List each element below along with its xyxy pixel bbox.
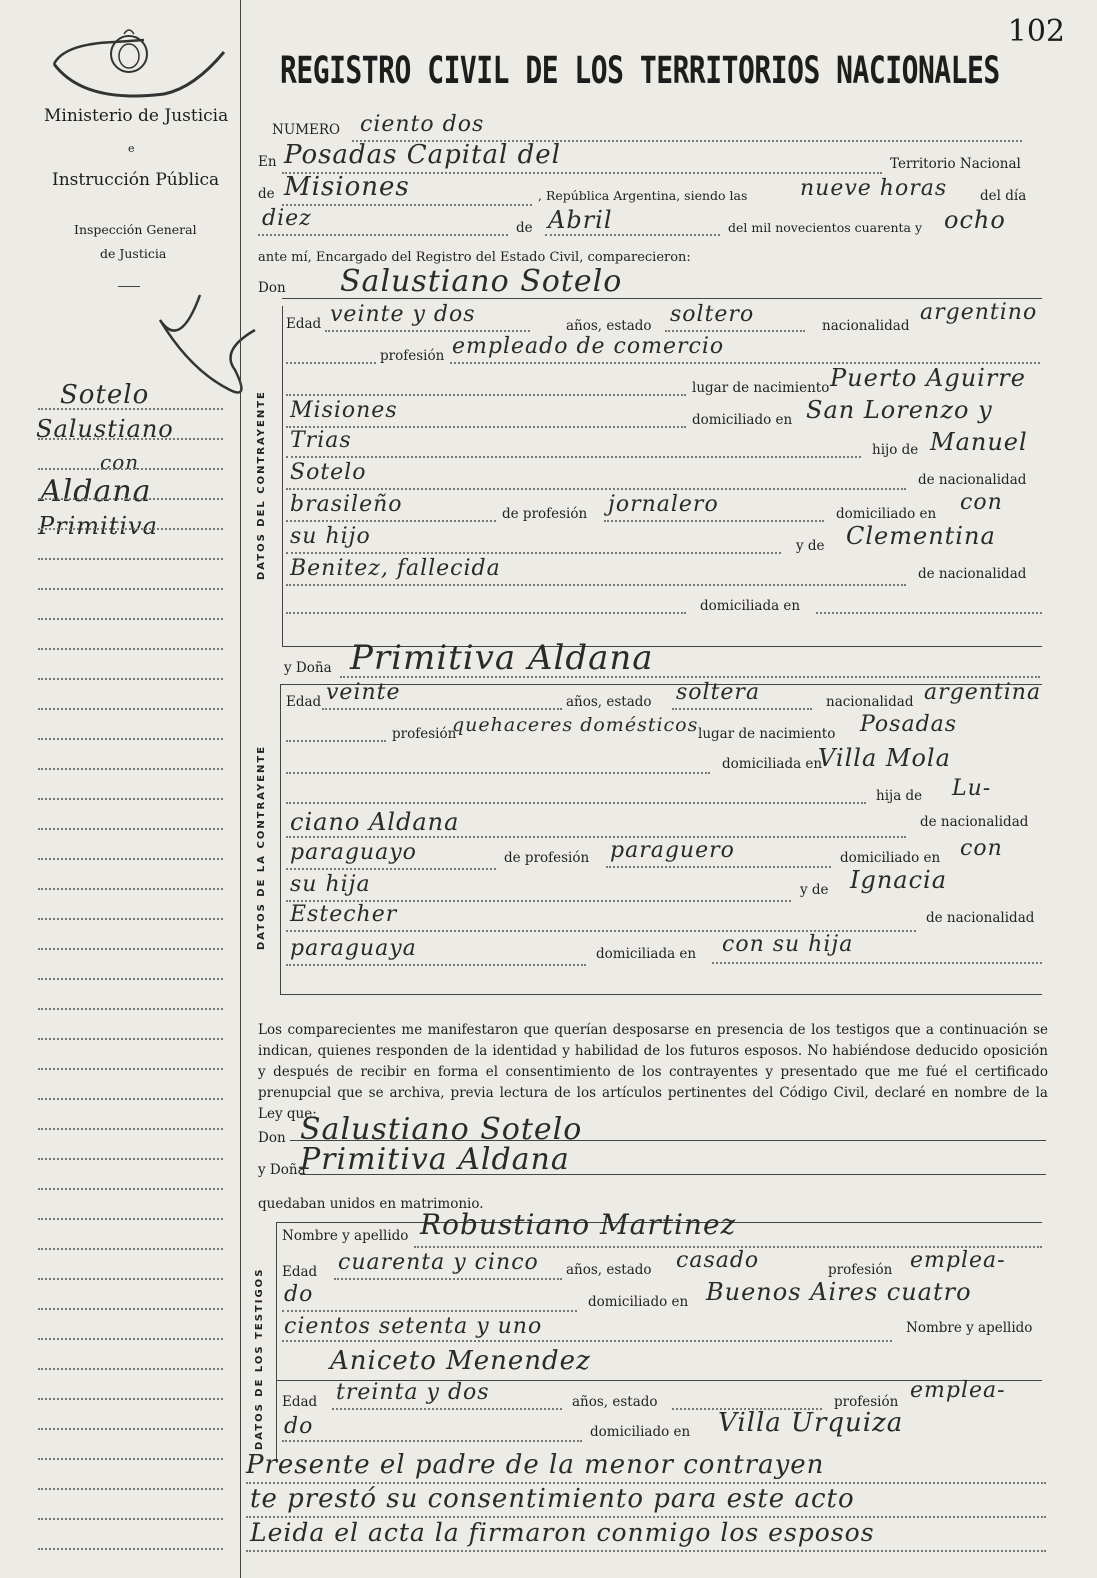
bride-nac-label: nacionalidad <box>826 694 914 710</box>
groom-edad-dots <box>325 330 530 332</box>
witness-section-label: DATOS DE LOS TESTIGOS <box>254 1267 265 1450</box>
bride-edad-label: Edad <box>286 694 322 710</box>
inspection-line-1: Inspección General <box>74 222 197 237</box>
w1-prof-label: profesión <box>828 1262 893 1278</box>
ministry-line-3: Instrucción Pública <box>52 170 220 190</box>
groom-father-dom-2: su hijo <box>290 524 371 549</box>
groom-mother-dom-dots <box>816 612 1042 614</box>
ante-label: ante mí, Encargado del Registro del Estado Civil, comparecieron: <box>258 250 691 265</box>
groom-dom-label: domiciliado en <box>692 412 793 428</box>
margin-ruled-line <box>38 438 223 440</box>
groom-lugar-2: Misiones <box>290 398 398 423</box>
margin-ruled-line <box>38 1008 223 1010</box>
margin-ruled-line <box>38 918 223 920</box>
note-line-2: te prestó su consentimiento para este acto <box>250 1484 855 1514</box>
note-line-3: Leida el acta la firmaron conmigo los esposos <box>250 1518 875 1547</box>
w2-dom: Villa Urquiza <box>718 1408 904 1438</box>
margin-ruled-line <box>38 738 223 740</box>
en-label: En <box>258 154 277 170</box>
margin-ruled-line <box>38 528 223 530</box>
margin-ruled-line <box>38 1548 223 1550</box>
margin-ruled-line <box>38 948 223 950</box>
margin-line-5: Primitiva <box>38 512 158 540</box>
bride-name: Primitiva Aldana <box>350 638 654 678</box>
bride-edad-dots <box>322 708 562 710</box>
w2-edad: treinta y dos <box>336 1380 490 1405</box>
bride-lugar-label: lugar de nacimiento <box>698 726 836 742</box>
don-label: Don <box>258 280 286 296</box>
bride-father-1: Lu- <box>952 776 992 801</box>
bride-y-de-label: y de <box>800 882 829 898</box>
day-value: diez <box>262 206 312 231</box>
quedaban-text: quedaban unidos en matrimonio. <box>258 1196 484 1212</box>
w1-estado: casado <box>676 1248 760 1273</box>
territory-value: Misiones <box>284 172 410 202</box>
bride-profesion: quehaceres domésticos <box>452 714 699 736</box>
margin-ruled-line <box>38 408 223 410</box>
w2-dom-label: domiciliado en <box>590 1424 691 1440</box>
w1-dom2-dots <box>282 1340 892 1342</box>
bride-father-nac-label: de nacionalidad <box>920 814 1029 830</box>
w2-name: Aniceto Menendez <box>330 1346 591 1376</box>
groom-mother-1: Clementina <box>846 522 996 550</box>
bride-father-dom-2: su hija <box>290 872 371 897</box>
bride-section-label: DATOS DE LA CONTRAYENTE <box>256 744 267 950</box>
groom-edad: veinte y dos <box>330 302 476 327</box>
margin-line-4: Aldana <box>40 474 152 509</box>
margin-ruled-line <box>38 1188 223 1190</box>
groom-father-profesion: jornalero <box>608 492 719 517</box>
bride-father-dom-label: domiciliado en <box>840 850 941 866</box>
margin-ruled-line <box>38 888 223 890</box>
bride-father-2: ciano Aldana <box>290 808 460 836</box>
bride-mother-nac-dots <box>286 964 586 966</box>
bride-mother-1: Ignacia <box>850 866 948 894</box>
groom-mother-2: Benitez, fallecida <box>290 556 501 581</box>
bride-mother-dom: con su hija <box>722 932 854 957</box>
decl-don-label: Don <box>258 1130 286 1146</box>
bride-prof-left-dots <box>286 740 386 742</box>
witness-bracket <box>276 1222 277 1462</box>
margin-ruled-line <box>38 1488 223 1490</box>
de-label: de <box>258 186 275 202</box>
month-value: Abril <box>548 206 613 234</box>
groom-mother-nac-label: de nacionalidad <box>918 566 1027 582</box>
groom-edad-label: Edad <box>286 316 322 332</box>
w1-prof2-dots <box>282 1310 577 1312</box>
margin-ruled-line <box>38 1338 223 1340</box>
bride-dom-label: domiciliada en <box>722 756 823 772</box>
groom-lugar-label: lugar de nacimiento <box>692 380 830 396</box>
groom-name: Salustiano Sotelo <box>340 264 623 299</box>
bride-bracket <box>280 684 281 994</box>
groom-father-nacionalidad: brasileño <box>290 492 403 517</box>
groom-lugar-dots-left <box>286 394 686 396</box>
margin-ruled-line <box>38 1368 223 1370</box>
bride-lugar: Posadas <box>860 712 958 737</box>
w1-nombre-label: Nombre y apellido <box>282 1228 409 1244</box>
bride-mother-dom-dots <box>712 962 1042 964</box>
bride-father-nacionalidad: paraguayo <box>290 840 417 865</box>
column-divider <box>240 0 241 1578</box>
don-underline <box>282 298 1042 299</box>
groom-bracket <box>282 306 283 646</box>
groom-father-nac-label: de nacionalidad <box>918 472 1027 488</box>
w1-estado-label: años, estado <box>566 1262 652 1278</box>
bride-father-prof-label: de profesión <box>504 850 590 866</box>
margin-ruled-line <box>38 1518 223 1520</box>
w2-prof2-dots <box>282 1440 582 1442</box>
numero-label: NUMERO <box>272 122 341 138</box>
bride-domicilio: Villa Mola <box>818 744 951 772</box>
w1-name: Robustiano Martinez <box>420 1208 737 1241</box>
margin-ruled-line <box>38 588 223 590</box>
groom-father2-dots <box>286 488 906 490</box>
margin-ruled-line <box>38 1218 223 1220</box>
coat-of-arms-seal-icon <box>44 24 229 114</box>
groom-prof-label: profesión <box>380 348 445 364</box>
signature-flourish <box>140 290 260 410</box>
groom-estado-label: años, estado <box>566 318 652 334</box>
groom-mother-dom-left-dots <box>286 612 686 614</box>
margin-ruled-line <box>38 1308 223 1310</box>
margin-ruled-line <box>38 498 223 500</box>
groom-father-dom2-dots <box>286 552 781 554</box>
groom-hijo-label: hijo de <box>872 442 919 458</box>
numero-value: ciento dos <box>360 112 485 137</box>
groom-nacionalidad: argentino <box>920 300 1038 325</box>
groom-prof-dots-left <box>286 362 376 364</box>
bride-name-dots <box>340 676 1040 678</box>
groom-y-de-label: y de <box>796 538 825 554</box>
margin-ruled-line <box>38 708 223 710</box>
margin-ruled-line <box>38 678 223 680</box>
margin-ruled-line <box>38 1278 223 1280</box>
bride-dom-left-dots <box>286 772 710 774</box>
groom-father-nac-dots <box>286 520 496 522</box>
margin-ruled-line <box>38 558 223 560</box>
groom-estado: soltero <box>670 302 755 327</box>
margin-line-1: Sotelo <box>60 380 150 410</box>
bride-father-profesion: paraguero <box>610 838 735 863</box>
bride-estado-label: años, estado <box>566 694 652 710</box>
bride-prof-label: profesión <box>392 726 457 742</box>
groom-dom-1: San Lorenzo y <box>806 396 993 424</box>
w1-dom-label: domiciliado en <box>588 1294 689 1310</box>
margin-ruled-line <box>38 618 223 620</box>
year-label: del mil novecientos cuarenta y <box>728 220 923 235</box>
margin-ruled-line <box>38 798 223 800</box>
decl-dona-name: Primitiva Aldana <box>300 1142 570 1177</box>
margin-ruled-line <box>38 1068 223 1070</box>
groom-lugar-1: Puerto Aguirre <box>830 364 1026 392</box>
w1-dom-2: cientos setenta y uno <box>284 1314 543 1339</box>
bride-mother-2: Estecher <box>290 902 398 927</box>
territory-dots <box>282 204 532 206</box>
groom-father-1: Manuel <box>930 428 1028 456</box>
margin-ruled-line <box>38 768 223 770</box>
groom-mother2-dots <box>286 584 906 586</box>
margin-ruled-line <box>38 648 223 650</box>
decl-don-rule <box>290 1140 1046 1141</box>
bride-edad: veinte <box>326 680 401 705</box>
de-month-label: de <box>516 220 533 236</box>
month-dots <box>545 234 720 236</box>
w2-edad-dots <box>332 1408 562 1410</box>
groom-father-dom-label: domiciliado en <box>836 506 937 522</box>
day-dots <box>258 234 508 236</box>
w2-edad-label: Edad <box>282 1394 318 1410</box>
groom-dom2-dots <box>286 456 861 458</box>
dona-label: y Doña <box>284 660 332 676</box>
del-dia-label: del día <box>980 188 1027 204</box>
groom-profesion: empleado de comercio <box>452 334 725 359</box>
inspection-line-2: de Justicia <box>100 246 167 261</box>
margin-ruled-line <box>38 1098 223 1100</box>
groom-dom-2: Trias <box>290 428 352 453</box>
margin-ruled-line <box>38 1398 223 1400</box>
hour-value: nueve horas <box>800 176 948 201</box>
margin-ruled-line <box>38 858 223 860</box>
bride-mother-nac-label: de nacionalidad <box>926 910 1035 926</box>
bride-father-nac-dots <box>286 868 496 870</box>
w1-edad: cuarenta y cinco <box>338 1250 539 1275</box>
w2-prof-2: do <box>284 1414 314 1439</box>
page-number: 102 <box>1007 14 1065 49</box>
groom-father-prof-label: de profesión <box>502 506 588 522</box>
registry-title: REGISTRO CIVIL DE LOS TERRITORIOS NACIONALES <box>280 48 1000 93</box>
bride-mother-dom-label: domiciliada en <box>596 946 697 962</box>
w2-prof-1: emplea- <box>910 1378 1006 1403</box>
w2-estado-label: años, estado <box>572 1394 658 1410</box>
groom-father-2: Sotelo <box>290 460 367 485</box>
margin-ruled-line <box>38 1248 223 1250</box>
bride-bottom-rule <box>280 994 1042 995</box>
decl-dona-label: y Doña <box>258 1162 306 1178</box>
margin-ruled-line <box>38 978 223 980</box>
margin-ruled-line <box>38 1038 223 1040</box>
declaration-text: Los comparecientes me manifestaron que querían desposarse en presencia de los testigos que a continuación se indican, quienes responden de la identidad y habilidad de los futuros esposos. No habiéndose deducido oposición y después de recibir en forma el consentimiento de los contrayentes y presentado que me fué el certificado prenupcial que se archiva, previa lectura de los artículos pertinentes del Código Civil, declaré en nombre de la Ley que: <box>258 1022 1048 1122</box>
note3-dots <box>246 1550 1046 1552</box>
decl-dona-rule <box>300 1174 1046 1175</box>
groom-nac-label: nacionalidad <box>822 318 910 334</box>
ministry-line-1: Ministerio de Justicia <box>44 106 229 126</box>
ministry-line-2: e <box>128 142 135 155</box>
place-value: Posadas Capital del <box>284 140 561 170</box>
bride-nacionalidad: argentina <box>924 680 1042 705</box>
groom-father-dom-1: con <box>960 490 1003 515</box>
margin-ruled-line <box>38 1128 223 1130</box>
bride-hija-label: hija de <box>876 788 923 804</box>
note-line-1: Presente el padre de la menor contrayen <box>246 1450 825 1480</box>
bride-estado-dots <box>672 708 812 710</box>
groom-section-label: DATOS DEL CONTRAYENTE <box>256 390 267 580</box>
margin-ruled-line <box>38 468 223 470</box>
w1-edad-dots <box>334 1278 562 1280</box>
bride-father-dom-1: con <box>960 836 1003 861</box>
margin-ruled-line <box>38 828 223 830</box>
inspection-underline <box>118 286 140 287</box>
republica-label: , República Argentina, siendo las <box>538 188 748 203</box>
groom-mother-dom-label: domiciliada en <box>700 598 801 614</box>
w1-prof-2: do <box>284 1282 314 1307</box>
bride-father2-dots <box>286 836 906 838</box>
bride-mother-nacionalidad: paraguaya <box>290 936 417 961</box>
w2-prof-label: profesión <box>834 1394 899 1410</box>
bride-estado: soltera <box>676 680 761 705</box>
w2-nombre-label: Nombre y apellido <box>906 1320 1033 1336</box>
margin-ruled-line <box>38 1158 223 1160</box>
margin-line-3: con <box>100 450 140 474</box>
w1-edad-label: Edad <box>282 1264 318 1280</box>
margin-line-2: Salustiano <box>36 415 174 443</box>
bride-hija-left-dots <box>286 802 866 804</box>
w1-dom-1: Buenos Aires cuatro <box>706 1278 972 1306</box>
margin-ruled-line <box>38 1428 223 1430</box>
margin-ruled-line <box>38 1458 223 1460</box>
groom-estado-dots <box>665 330 805 332</box>
groom-father-prof-dots <box>604 520 824 522</box>
territorio-label: Territorio Nacional <box>890 156 1021 172</box>
year-value: ocho <box>944 206 1006 234</box>
w1-prof-1: emplea- <box>910 1248 1006 1273</box>
decl-don-name: Salustiano Sotelo <box>300 1112 583 1147</box>
bride-father-prof-dots <box>606 866 831 868</box>
